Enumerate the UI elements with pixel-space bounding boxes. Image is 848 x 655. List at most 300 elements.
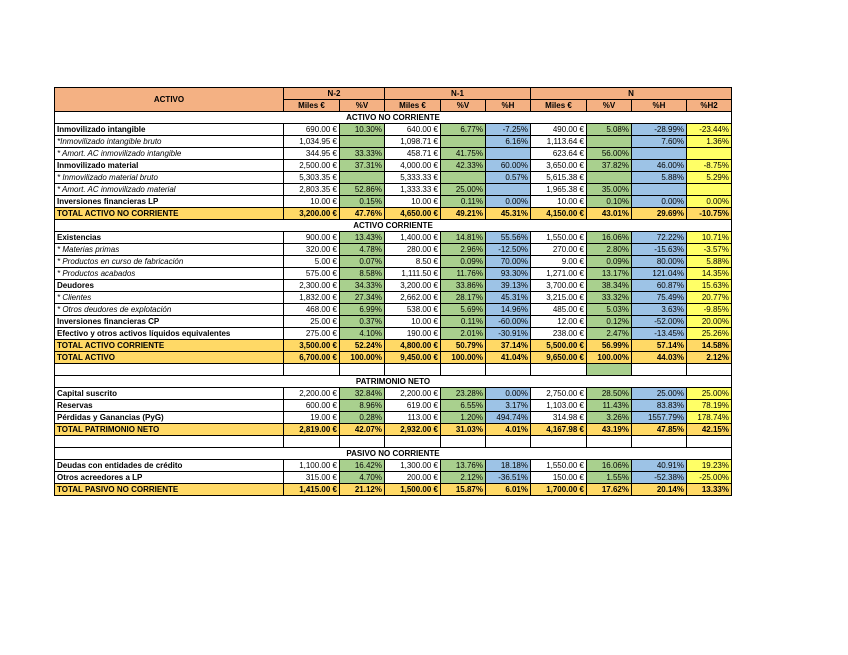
n1-vertical-pct-cell: 41.75% [441,148,486,160]
n1-vertical-pct-cell: 2.96% [441,244,486,256]
period-n-header: N [531,88,732,100]
empty-cell [340,436,385,448]
n2-amount-cell: 575.00 € [284,268,340,280]
n-amount-cell: 4,167.98 € [531,424,587,436]
row-label: TOTAL ACTIVO CORRIENTE [55,340,284,352]
n2-amount-cell: 3,200.00 € [284,208,340,220]
n2-amount-cell: 320.00 € [284,244,340,256]
n-horizontal-pct-cell: 75.49% [632,292,687,304]
n-horizontal-pct-cell: -13.45% [632,328,687,340]
table-row [55,196,732,208]
table-row [55,280,732,292]
n-horizontal-pct-cell: 121.04% [632,268,687,280]
n2-amount-cell: 1,415.00 € [284,484,340,496]
table-row [55,316,732,328]
col-header: %H2 [687,100,732,112]
n1-vertical-pct-cell: 6.77% [441,124,486,136]
col-header: %H [486,100,531,112]
empty-cell [687,364,732,376]
n2-vertical-pct-cell: 21.12% [340,484,385,496]
row-label: Inmovilizado intangible [55,124,284,136]
n2-vertical-pct-cell: 8.58% [340,268,385,280]
n-horizontal2-pct-cell: 19.23% [687,460,732,472]
n2-amount-cell: 2,500.00 € [284,160,340,172]
n-horizontal-pct-cell: 29.69% [632,208,687,220]
n-vertical-pct-cell [587,136,632,148]
n2-vertical-pct-cell: 8.96% [340,400,385,412]
n2-vertical-pct-cell: 4.70% [340,472,385,484]
n1-vertical-pct-cell [441,136,486,148]
n2-amount-cell: 25.00 € [284,316,340,328]
n1-vertical-pct-cell: 6.55% [441,400,486,412]
n-vertical-pct-cell: 5.03% [587,304,632,316]
n-horizontal2-pct-cell: -10.75% [687,208,732,220]
n-amount-cell: 1,965.38 € [531,184,587,196]
n1-amount-cell: 2,200.00 € [385,388,441,400]
n-horizontal-pct-cell: -52.00% [632,316,687,328]
n-amount-cell: 623.64 € [531,148,587,160]
n1-horizontal-pct-cell: 0.00% [486,196,531,208]
empty-cell [340,364,385,376]
n-horizontal-pct-cell: 57.14% [632,340,687,352]
n-horizontal2-pct-cell: 78.19% [687,400,732,412]
table-row [55,160,732,172]
n-horizontal2-pct-cell: -9.85% [687,304,732,316]
table-row [55,388,732,400]
row-label: Pérdidas y Ganancias (PyG) [55,412,284,424]
n-vertical-pct-cell: 13.17% [587,268,632,280]
row-label: * Amort. AC inmovilizado material [55,184,284,196]
n1-horizontal-pct-cell: 70.00% [486,256,531,268]
n-horizontal-pct-cell: 72.22% [632,232,687,244]
table-row [55,148,732,160]
n1-vertical-pct-cell: 5.69% [441,304,486,316]
n-vertical-pct-cell: 2.80% [587,244,632,256]
sheet-body [55,112,732,496]
n-vertical-pct-cell: 43.19% [587,424,632,436]
n-horizontal2-pct-cell: -25.00% [687,472,732,484]
n-vertical-pct-cell: 5.08% [587,124,632,136]
n-horizontal-pct-cell: 80.00% [632,256,687,268]
n-vertical-pct-cell: 0.10% [587,196,632,208]
n1-horizontal-pct-cell [486,148,531,160]
row-label: * Amort. AC inmovilizado intangible [55,148,284,160]
n-amount-cell: 5,615.38 € [531,172,587,184]
n1-amount-cell: 2,662.00 € [385,292,441,304]
n-horizontal-pct-cell: 1557.79% [632,412,687,424]
n1-horizontal-pct-cell: 55.56% [486,232,531,244]
n2-vertical-pct-cell: 0.37% [340,316,385,328]
n2-vertical-pct-cell: 37.31% [340,160,385,172]
n-horizontal2-pct-cell: -8.75% [687,160,732,172]
row-label: Efectivo y otros activos líquidos equivalentes [55,328,284,340]
blank-row [55,436,732,448]
n2-vertical-pct-cell [340,172,385,184]
n1-amount-cell: 280.00 € [385,244,441,256]
row-label: TOTAL PASIVO NO CORRIENTE [55,484,284,496]
empty-cell [632,436,687,448]
n2-vertical-pct-cell: 10.30% [340,124,385,136]
n-horizontal2-pct-cell: 14.35% [687,268,732,280]
header-row-periods [55,88,732,100]
empty-cell [632,364,687,376]
empty-cell [587,364,632,376]
n-amount-cell: 490.00 € [531,124,587,136]
n1-amount-cell: 1,098.71 € [385,136,441,148]
n-horizontal2-pct-cell: 5.88% [687,256,732,268]
n2-amount-cell: 900.00 € [284,232,340,244]
n-amount-cell: 1,700.00 € [531,484,587,496]
n1-vertical-pct-cell: 25.00% [441,184,486,196]
n-amount-cell: 1,550.00 € [531,460,587,472]
n1-horizontal-pct-cell: 6.16% [486,136,531,148]
n-vertical-pct-cell: 33.32% [587,292,632,304]
n-horizontal-pct-cell: 83.83% [632,400,687,412]
n1-amount-cell: 10.00 € [385,196,441,208]
n1-horizontal-pct-cell: 3.17% [486,400,531,412]
col-header: Miles € [531,100,587,112]
empty-cell [441,436,486,448]
n1-horizontal-pct-cell: 93.30% [486,268,531,280]
col-header: %V [587,100,632,112]
n-amount-cell: 1,103.00 € [531,400,587,412]
n2-vertical-pct-cell: 0.15% [340,196,385,208]
n1-horizontal-pct-cell: 494.74% [486,412,531,424]
n-horizontal2-pct-cell: 14.58% [687,340,732,352]
col-header: %V [441,100,486,112]
n-horizontal-pct-cell [632,148,687,160]
n-horizontal2-pct-cell: 2.12% [687,352,732,364]
n2-amount-cell: 6,700.00 € [284,352,340,364]
n-vertical-pct-cell: 35.00% [587,184,632,196]
n1-amount-cell: 190.00 € [385,328,441,340]
n2-amount-cell: 275.00 € [284,328,340,340]
n1-amount-cell: 1,333.33 € [385,184,441,196]
n-horizontal-pct-cell: 0.00% [632,196,687,208]
n1-horizontal-pct-cell [486,184,531,196]
table-row [55,352,732,364]
n1-vertical-pct-cell: 14.81% [441,232,486,244]
row-label: * Productos acabados [55,268,284,280]
n2-vertical-pct-cell: 52.24% [340,340,385,352]
n1-amount-cell: 2,932.00 € [385,424,441,436]
n-amount-cell: 1,550.00 € [531,232,587,244]
table-row [55,232,732,244]
n-vertical-pct-cell: 37.82% [587,160,632,172]
n2-amount-cell: 2,200.00 € [284,388,340,400]
n2-vertical-pct-cell: 33.33% [340,148,385,160]
n2-vertical-pct-cell: 42.07% [340,424,385,436]
table-row [55,136,732,148]
empty-cell [55,364,284,376]
n-horizontal2-pct-cell: 15.63% [687,280,732,292]
table-row [55,460,732,472]
n2-amount-cell: 19.00 € [284,412,340,424]
n1-horizontal-pct-cell: 37.14% [486,340,531,352]
table-row [55,172,732,184]
n1-amount-cell: 113.00 € [385,412,441,424]
col-header: %H [632,100,687,112]
n2-amount-cell: 1,832.00 € [284,292,340,304]
n1-amount-cell: 8.50 € [385,256,441,268]
table-row [55,328,732,340]
n-vertical-pct-cell: 56.99% [587,340,632,352]
n2-vertical-pct-cell: 4.78% [340,244,385,256]
n-horizontal-pct-cell: 46.00% [632,160,687,172]
n2-amount-cell: 344.95 € [284,148,340,160]
row-label: Inversiones financieras LP [55,196,284,208]
n1-vertical-pct-cell: 2.01% [441,328,486,340]
n2-vertical-pct-cell: 16.42% [340,460,385,472]
n2-vertical-pct-cell: 13.43% [340,232,385,244]
n1-vertical-pct-cell: 15.87% [441,484,486,496]
section-title: ACTIVO NO CORRIENTE [55,112,732,124]
n1-amount-cell: 1,400.00 € [385,232,441,244]
n1-vertical-pct-cell: 11.76% [441,268,486,280]
row-label: TOTAL ACTIVO [55,352,284,364]
n-vertical-pct-cell: 28.50% [587,388,632,400]
empty-cell [531,364,587,376]
n-horizontal-pct-cell: 20.14% [632,484,687,496]
n1-horizontal-pct-cell: 0.57% [486,172,531,184]
table-row [55,304,732,316]
n1-vertical-pct-cell: 2.12% [441,472,486,484]
n-horizontal-pct-cell: -15.63% [632,244,687,256]
row-label: * Otros deudores de explotación [55,304,284,316]
n-vertical-pct-cell: 16.06% [587,232,632,244]
row-label: TOTAL ACTIVO NO CORRIENTE [55,208,284,220]
n1-amount-cell: 1,300.00 € [385,460,441,472]
n-vertical-pct-cell: 0.09% [587,256,632,268]
n-vertical-pct-cell: 2.47% [587,328,632,340]
n1-amount-cell: 3,200.00 € [385,280,441,292]
table-row [55,400,732,412]
table-row [55,340,732,352]
activo-header: ACTIVO [55,88,284,112]
n1-horizontal-pct-cell: -36.51% [486,472,531,484]
n-horizontal-pct-cell: -28.99% [632,124,687,136]
n1-amount-cell: 1,500.00 € [385,484,441,496]
n-horizontal2-pct-cell: 13.33% [687,484,732,496]
n2-amount-cell: 3,500.00 € [284,340,340,352]
empty-cell [385,436,441,448]
n-amount-cell: 3,650.00 € [531,160,587,172]
n2-vertical-pct-cell: 100.00% [340,352,385,364]
n-amount-cell: 150.00 € [531,472,587,484]
n-vertical-pct-cell: 43.01% [587,208,632,220]
row-label: Inmovilizado material [55,160,284,172]
n1-amount-cell: 200.00 € [385,472,441,484]
n2-amount-cell: 2,803.35 € [284,184,340,196]
empty-cell [441,364,486,376]
n2-vertical-pct-cell [340,136,385,148]
n-horizontal2-pct-cell: 25.26% [687,328,732,340]
empty-cell [531,436,587,448]
n1-horizontal-pct-cell: -30.91% [486,328,531,340]
n2-amount-cell: 1,034.95 € [284,136,340,148]
n1-vertical-pct-cell: 1.20% [441,412,486,424]
n-horizontal-pct-cell: 47.85% [632,424,687,436]
n1-amount-cell: 458.71 € [385,148,441,160]
n-vertical-pct-cell: 1.55% [587,472,632,484]
n-horizontal2-pct-cell: 20.77% [687,292,732,304]
row-label: Otros acreedores a LP [55,472,284,484]
table-row [55,424,732,436]
n-horizontal-pct-cell: 60.87% [632,280,687,292]
n1-horizontal-pct-cell: 45.31% [486,208,531,220]
n1-horizontal-pct-cell: 6.01% [486,484,531,496]
row-label: Capital suscrito [55,388,284,400]
n2-amount-cell: 468.00 € [284,304,340,316]
n1-vertical-pct-cell: 50.79% [441,340,486,352]
n2-vertical-pct-cell: 6.99% [340,304,385,316]
table-row [55,472,732,484]
n2-amount-cell: 600.00 € [284,400,340,412]
blank-row [55,364,732,376]
n1-horizontal-pct-cell: -7.25% [486,124,531,136]
n-vertical-pct-cell: 16.06% [587,460,632,472]
section-title: ACTIVO CORRIENTE [55,220,732,232]
n1-horizontal-pct-cell: 60.00% [486,160,531,172]
n2-amount-cell: 5.00 € [284,256,340,268]
n1-amount-cell: 1,111.50 € [385,268,441,280]
section-header-row [55,220,732,232]
n-horizontal2-pct-cell: 178.74% [687,412,732,424]
n2-vertical-pct-cell: 27.34% [340,292,385,304]
n1-vertical-pct-cell: 13.76% [441,460,486,472]
n1-horizontal-pct-cell: -12.50% [486,244,531,256]
n1-horizontal-pct-cell: 18.18% [486,460,531,472]
empty-cell [284,364,340,376]
n1-amount-cell: 4,650.00 € [385,208,441,220]
n2-vertical-pct-cell: 0.07% [340,256,385,268]
n2-amount-cell: 10.00 € [284,196,340,208]
n1-vertical-pct-cell: 33.86% [441,280,486,292]
n1-horizontal-pct-cell: 4.01% [486,424,531,436]
n-amount-cell: 5,500.00 € [531,340,587,352]
n-horizontal-pct-cell: 25.00% [632,388,687,400]
empty-cell [687,436,732,448]
n1-vertical-pct-cell: 100.00% [441,352,486,364]
n-amount-cell: 9.00 € [531,256,587,268]
n1-amount-cell: 619.00 € [385,400,441,412]
section-title: PASIVO NO CORRIENTE [55,448,732,460]
n-horizontal-pct-cell: -52.38% [632,472,687,484]
table-row [55,268,732,280]
n-amount-cell: 238.00 € [531,328,587,340]
n2-vertical-pct-cell: 34.33% [340,280,385,292]
n2-vertical-pct-cell: 4.10% [340,328,385,340]
n1-amount-cell: 5,333.33 € [385,172,441,184]
section-title: PATRIMONIO NETO [55,376,732,388]
period-n1-header: N-1 [385,88,531,100]
row-label: Existencias [55,232,284,244]
table-row [55,184,732,196]
table-row [55,244,732,256]
n-horizontal2-pct-cell: 5.29% [687,172,732,184]
n-horizontal2-pct-cell: 25.00% [687,388,732,400]
n-amount-cell: 9,650.00 € [531,352,587,364]
n-amount-cell: 314.98 € [531,412,587,424]
n1-amount-cell: 10.00 € [385,316,441,328]
n1-vertical-pct-cell [441,172,486,184]
n1-vertical-pct-cell: 31.03% [441,424,486,436]
row-label: TOTAL PATRIMONIO NETO [55,424,284,436]
n-amount-cell: 485.00 € [531,304,587,316]
n1-vertical-pct-cell: 0.11% [441,196,486,208]
n-vertical-pct-cell: 3.26% [587,412,632,424]
n-horizontal-pct-cell: 44.03% [632,352,687,364]
table-row [55,292,732,304]
col-header: Miles € [385,100,441,112]
n-amount-cell: 12.00 € [531,316,587,328]
n-amount-cell: 1,271.00 € [531,268,587,280]
row-label: Deudas con entidades de crédito [55,460,284,472]
n-horizontal2-pct-cell [687,148,732,160]
n1-amount-cell: 640.00 € [385,124,441,136]
empty-cell [486,364,531,376]
empty-cell [385,364,441,376]
empty-cell [486,436,531,448]
balance-sheet-table [54,87,732,496]
n2-vertical-pct-cell: 0.28% [340,412,385,424]
n1-vertical-pct-cell: 0.11% [441,316,486,328]
table-row [55,484,732,496]
n-horizontal-pct-cell [632,184,687,196]
n1-vertical-pct-cell: 23.28% [441,388,486,400]
n2-vertical-pct-cell: 47.76% [340,208,385,220]
n2-amount-cell: 2,300.00 € [284,280,340,292]
row-label: * Productos en curso de fabricación [55,256,284,268]
row-label: *Inmovilizado intangible bruto [55,136,284,148]
col-header: %V [340,100,385,112]
n-horizontal2-pct-cell: -23.44% [687,124,732,136]
n-horizontal-pct-cell: 3.63% [632,304,687,316]
n2-amount-cell: 1,100.00 € [284,460,340,472]
n-vertical-pct-cell: 11.43% [587,400,632,412]
period-n2-header: N-2 [284,88,385,100]
n-vertical-pct-cell: 0.12% [587,316,632,328]
n-amount-cell: 10.00 € [531,196,587,208]
n-amount-cell: 4,150.00 € [531,208,587,220]
n-amount-cell: 2,750.00 € [531,388,587,400]
n-horizontal2-pct-cell [687,184,732,196]
table-row [55,208,732,220]
n2-amount-cell: 2,819.00 € [284,424,340,436]
n-amount-cell: 1,113.64 € [531,136,587,148]
table-row [55,124,732,136]
n-horizontal2-pct-cell: -3.57% [687,244,732,256]
n1-amount-cell: 9,450.00 € [385,352,441,364]
table-row [55,412,732,424]
n2-amount-cell: 5,303.35 € [284,172,340,184]
section-header-row [55,448,732,460]
n2-amount-cell: 690.00 € [284,124,340,136]
n1-amount-cell: 4,000.00 € [385,160,441,172]
empty-cell [55,436,284,448]
n-horizontal2-pct-cell: 20.00% [687,316,732,328]
row-label: Inversiones financieras CP [55,316,284,328]
row-label: Reservas [55,400,284,412]
n1-amount-cell: 538.00 € [385,304,441,316]
n-horizontal-pct-cell: 7.60% [632,136,687,148]
n-amount-cell: 3,215.00 € [531,292,587,304]
n-vertical-pct-cell: 100.00% [587,352,632,364]
n-vertical-pct-cell: 17.62% [587,484,632,496]
n2-amount-cell: 315.00 € [284,472,340,484]
n1-horizontal-pct-cell: 41.04% [486,352,531,364]
n1-vertical-pct-cell: 0.09% [441,256,486,268]
